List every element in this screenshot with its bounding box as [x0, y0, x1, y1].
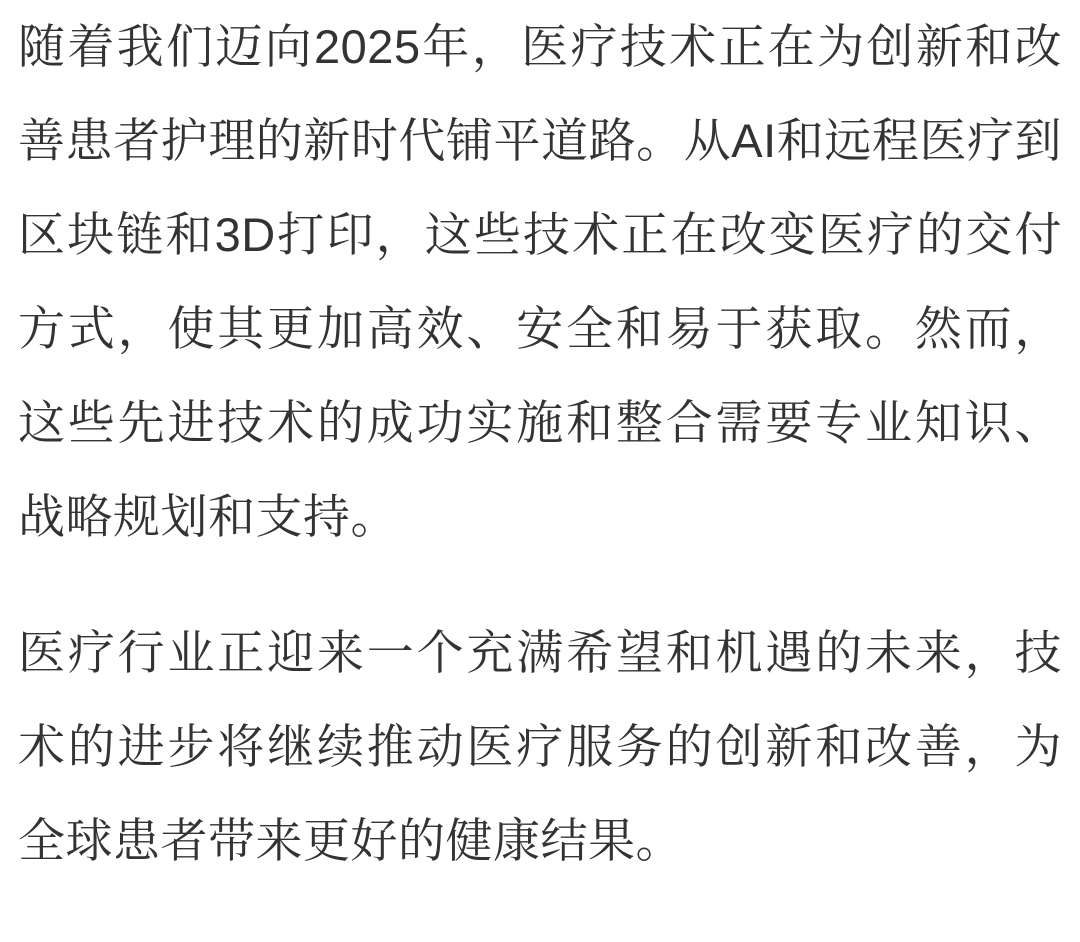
- paragraph-1: 随着我们迈向2025年，医疗技术正在为创新和改善患者护理的新时代铺平道路。从AI和远程医疗到区块链和3D打印，这些技术正在改变医疗的交付方式，使其更加高效、安全和易于获取。然而，这些先进技术的成功实施和整合需要专业知识、战略规划和支持。: [18, 20, 1062, 543]
- paragraph-2: 医疗行业正迎来一个充满希望和机遇的未来，技术的进步将继续推动医疗服务的创新和改善，为全球患者带来更好的健康结果。: [18, 626, 1062, 867]
